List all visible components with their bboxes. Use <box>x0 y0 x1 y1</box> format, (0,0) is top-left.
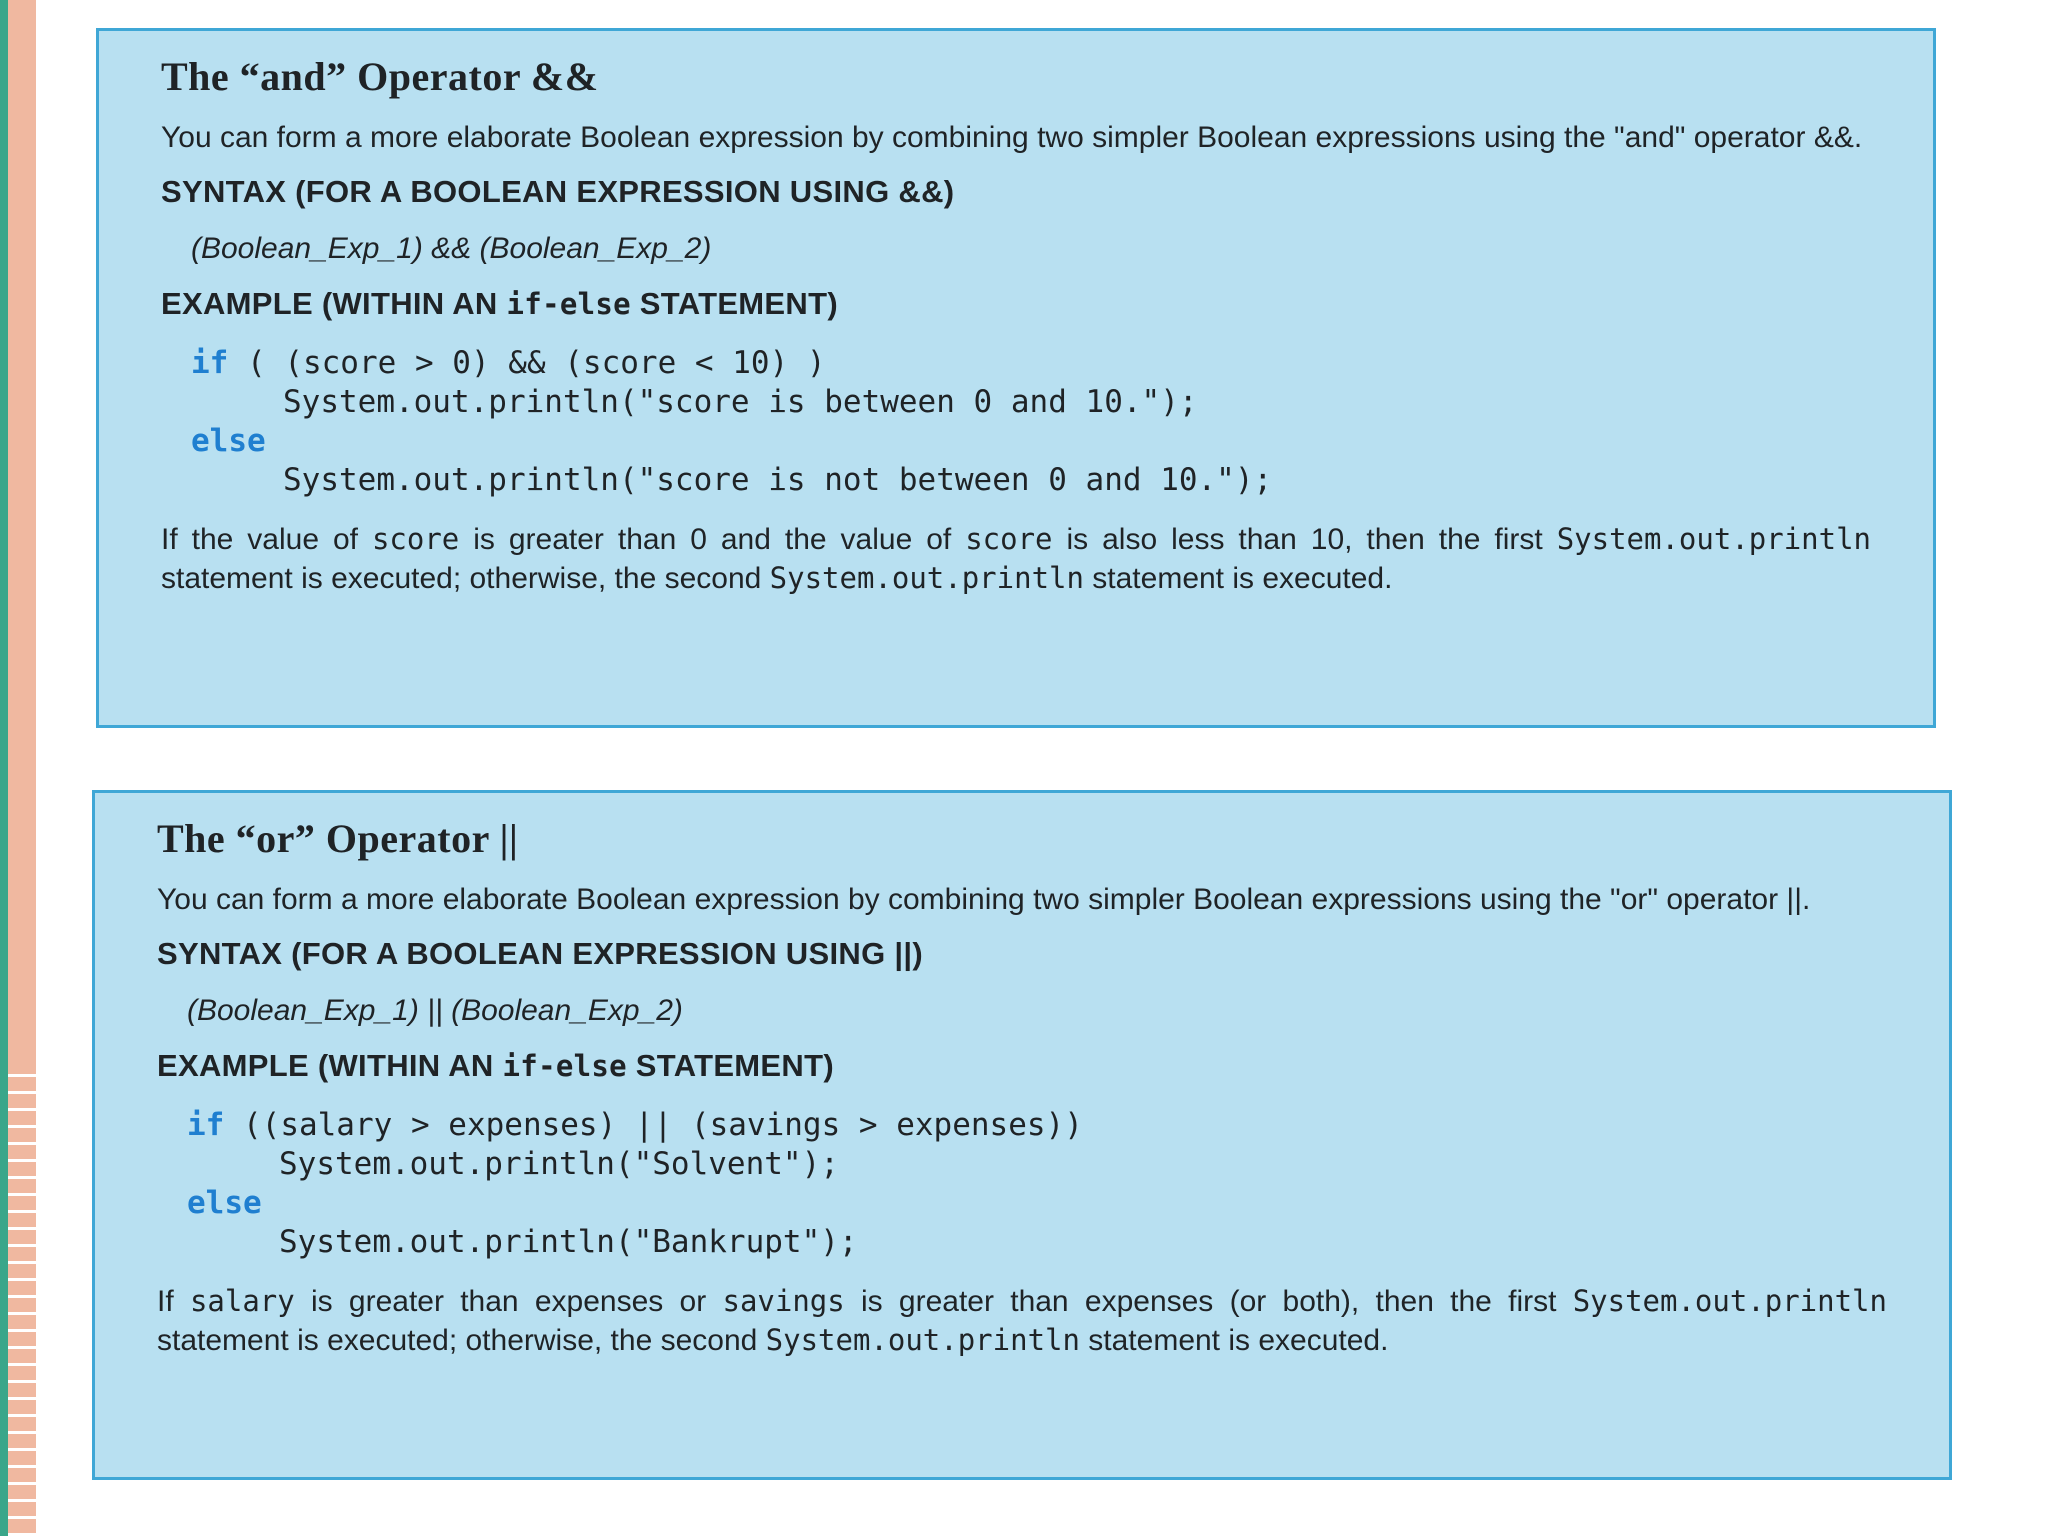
or-explanation-code-4: System.out.println <box>765 1323 1080 1357</box>
and-example-heading-code: if-else <box>506 287 631 321</box>
or-example-heading-code: if-else <box>502 1049 627 1083</box>
and-explanation-code-1: score <box>371 522 460 556</box>
or-explanation-code-1: salary <box>189 1284 295 1318</box>
and-code-line1: ( (score > 0) && (score < 10) ) <box>228 345 826 381</box>
and-explanation-code-3: System.out.println <box>1556 522 1871 556</box>
and-example-heading-post: STATEMENT) <box>630 286 838 321</box>
and-explanation-text-4: statement is executed; otherwise, the second <box>161 562 770 595</box>
and-operator-box <box>96 28 1936 728</box>
or-explanation-code-3: System.out.println <box>1572 1284 1887 1318</box>
and-explanation-text-1: If the value of <box>161 523 372 556</box>
or-box-title: The “or” Operator || <box>157 816 519 861</box>
or-example-heading <box>157 1048 1887 1084</box>
and-example-heading-pre: EXAMPLE (WITHIN AN <box>161 286 507 321</box>
and-explanation-code-2: score <box>965 522 1053 556</box>
and-code-line4: System.out.println("score is not between 0 and 10."); <box>283 462 1273 498</box>
and-code-if-keyword: if <box>191 345 229 381</box>
and-explanation <box>161 520 1871 598</box>
or-code-example <box>187 1106 1887 1262</box>
and-explanation-text-5: statement is executed. <box>1083 562 1393 595</box>
or-operator-box <box>92 790 1952 1480</box>
or-syntax-heading: SYNTAX (FOR A BOOLEAN EXPRESSION USING ||) <box>157 936 923 971</box>
or-box-description: You can form a more elaborate Boolean expression by combining two simpler Boolean expressions using the "or" operator ||. <box>157 883 1811 916</box>
and-syntax-heading: SYNTAX (FOR A BOOLEAN EXPRESSION USING &&) <box>161 174 955 209</box>
and-code-example <box>191 344 1871 500</box>
or-syntax-expression: (Boolean_Exp_1) || (Boolean_Exp_2) <box>187 994 683 1027</box>
or-code-else-keyword: else <box>187 1185 262 1221</box>
or-explanation-text-4: statement is executed; otherwise, the second <box>157 1324 766 1357</box>
or-explanation-text-2: is greater than expenses or <box>294 1285 723 1318</box>
and-explanation-text-3: is also less than 10, then the first <box>1052 523 1557 556</box>
or-example-heading-post: STATEMENT) <box>626 1048 834 1083</box>
and-example-heading <box>161 286 1871 322</box>
left-edge-stripe <box>0 0 8 1536</box>
or-explanation-text-3: is greater than expenses (or both), then the first <box>844 1285 1573 1318</box>
and-explanation-text-2: is greater than 0 and the value of <box>459 523 966 556</box>
left-edge-lines <box>8 1060 36 1536</box>
or-example-heading-pre: EXAMPLE (WITHIN AN <box>157 1048 503 1083</box>
and-explanation-code-4: System.out.println <box>769 561 1084 595</box>
or-code-line4: System.out.println("Bankrupt"); <box>279 1224 858 1260</box>
and-box-title: The “and” Operator && <box>161 54 599 99</box>
or-code-line1: ((salary > expenses) || (savings > expenses)) <box>224 1107 1083 1143</box>
and-code-else-keyword: else <box>191 423 266 459</box>
and-syntax-expression: (Boolean_Exp_1) && (Boolean_Exp_2) <box>191 232 712 265</box>
or-explanation-code-2: savings <box>722 1284 845 1318</box>
or-explanation-text-5: statement is executed. <box>1079 1324 1389 1357</box>
and-box-description: You can form a more elaborate Boolean expression by combining two simpler Boolean expressions using the "and" operator &&. <box>161 121 1863 154</box>
or-explanation <box>157 1282 1887 1360</box>
or-explanation-text-1: If <box>157 1285 190 1318</box>
or-code-line2: System.out.println("Solvent"); <box>279 1146 839 1182</box>
and-code-line2: System.out.println("score is between 0 and 10."); <box>283 384 1198 420</box>
or-code-if-keyword: if <box>187 1107 225 1143</box>
